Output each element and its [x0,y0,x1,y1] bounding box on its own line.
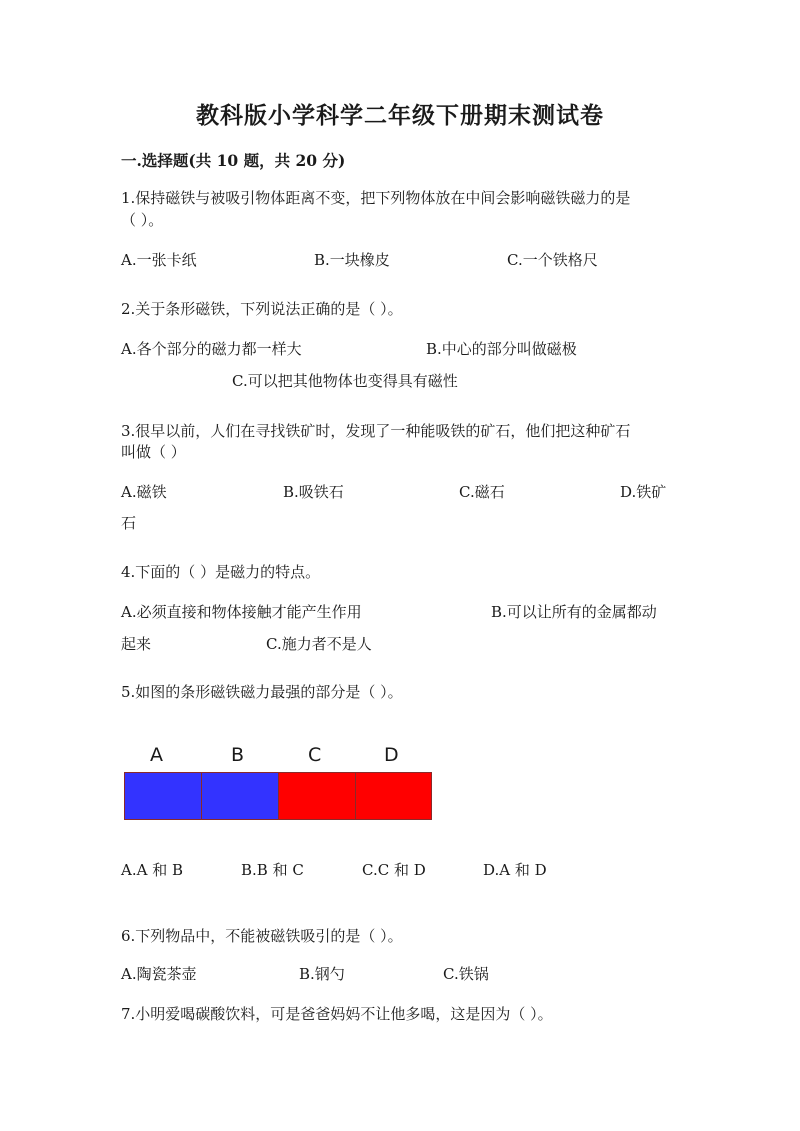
question-3-option-c: C.磁石 [459,483,505,501]
question-5-option-a: A.A 和 B [121,861,183,879]
question-2-option-a: A.各个部分的磁力都一样大 [121,340,302,358]
question-3-option-b: B.吸铁石 [283,483,344,501]
magnet-segment-a [124,772,202,820]
magnet-label-b: B [231,744,245,766]
question-1-option-a: A.一张卡纸 [121,251,197,269]
bar-magnet [124,772,432,820]
question-4-option-c: C.施力者不是人 [266,635,372,653]
page-title: 教科版小学科学二年级下册期末测试卷 [196,102,604,129]
magnet-label-c: C [308,744,322,766]
question-4-option-b-wrap: 起来 [121,635,152,653]
question-5-option-d: D.A 和 D [483,861,547,879]
question-5-stem: 5.如图的条形磁铁磁力最强的部分是（ ）。 [121,683,403,701]
question-1-stem: 1.保持磁铁与被吸引物体距离不变，把下列物体放在中间会影响磁铁磁力的是 [121,189,631,207]
magnet-segment-c [278,772,356,820]
question-3-option-a: A.磁铁 [121,483,167,501]
question-1-stem-cont: （ ）。 [121,211,164,229]
question-6-option-b: B.钢勺 [299,965,345,983]
question-3-option-d: D.铁矿 [620,483,667,501]
question-5-option-c: C.C 和 D [362,861,426,879]
question-5-option-b: B.B 和 C [241,861,304,879]
magnet-label-a: A [150,744,163,766]
magnet-label-d: D [384,744,399,766]
question-3-stem-cont: 叫做（ ） [121,443,186,461]
question-4-option-b: B.可以让所有的金属都动 [491,603,657,621]
question-2-option-b: B.中心的部分叫做磁极 [426,340,577,358]
question-6-option-c: C.铁锅 [443,965,489,983]
question-2-stem: 2.关于条形磁铁，下列说法正确的是（ ）。 [121,300,403,318]
question-4-option-a: A.必须直接和物体接触才能产生作用 [121,603,362,621]
question-3-option-d-wrap: 石 [121,514,137,532]
question-6-option-a: A.陶瓷茶壶 [121,965,197,983]
section-heading: 一.选择题(共 10 题，共 20 分) [121,151,346,170]
question-7-stem: 7.小明爱喝碳酸饮料，可是爸爸妈妈不让他多喝，这是因为（ ）。 [121,1005,553,1023]
magnet-segment-b [201,772,279,820]
question-1-option-b: B.一块橡皮 [314,251,390,269]
question-1-option-c: C.一个铁格尺 [507,251,598,269]
magnet-segment-d [355,772,432,820]
question-3-stem: 3.很早以前，人们在寻找铁矿时，发现了一种能吸铁的矿石，他们把这种矿石 [121,422,631,440]
question-6-stem: 6.下列物品中，不能被磁铁吸引的是（ ）。 [121,927,403,945]
question-4-stem: 4.下面的（ ）是磁力的特点。 [121,563,321,581]
question-2-option-c: C.可以把其他物体也变得具有磁性 [232,372,458,390]
